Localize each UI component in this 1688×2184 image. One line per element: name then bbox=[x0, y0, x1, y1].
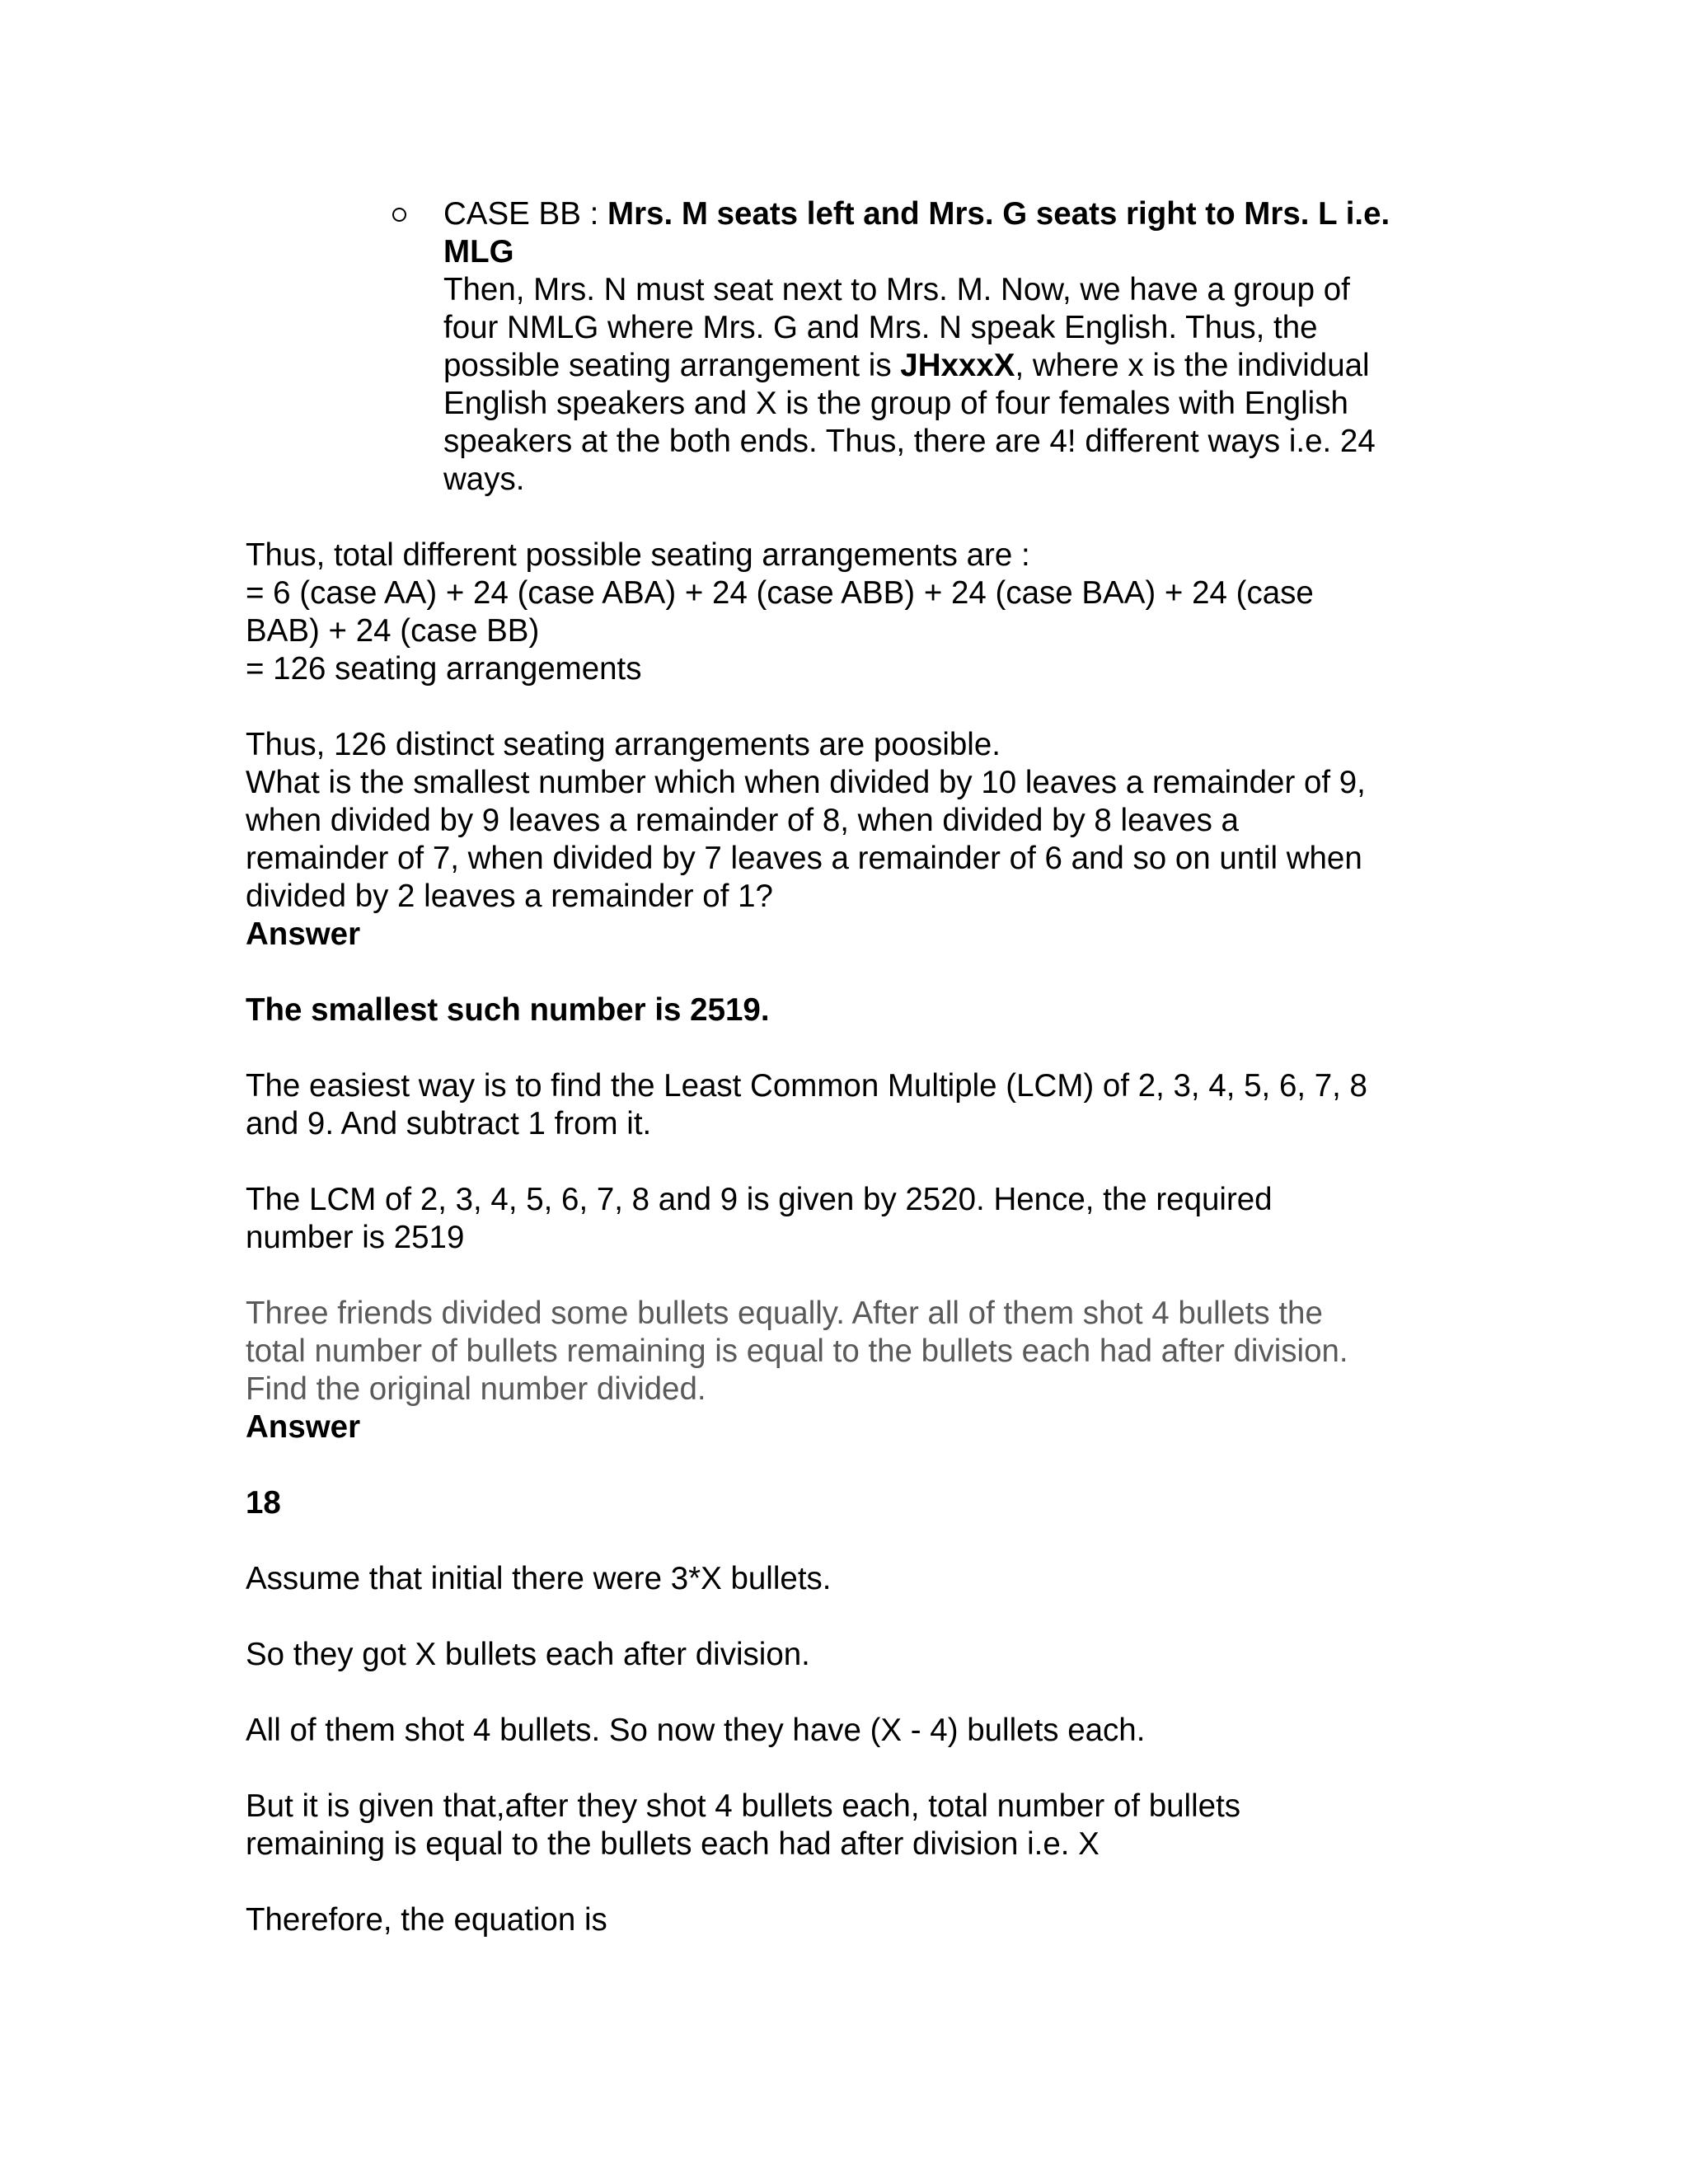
question-2-line-1: Three friends divided some bullets equally. After all of them shot 4 bullets the bbox=[246, 1296, 1323, 1331]
conclusion-text: Thus, 126 distinct seating arrangements are poosible. bbox=[246, 727, 1001, 762]
case-bb-body-4: English speakers and X is the group of four females with English bbox=[443, 386, 1348, 421]
case-bb-arrangement: JHxxxX bbox=[900, 348, 1015, 383]
question-1-answer-label: Answer bbox=[246, 916, 361, 952]
question-1-explain-1b: and 9. And subtract 1 from it. bbox=[246, 1106, 652, 1141]
question-2-step-4b: remaining is equal to the bullets each had after division i.e. X bbox=[246, 1826, 1100, 1862]
case-bb-body-3 bbox=[443, 347, 1370, 385]
question-2-answer: 18 bbox=[246, 1485, 281, 1521]
question-1-line-2: when divided by 9 leaves a remainder of 8, when divided by 8 leaves a bbox=[246, 803, 1239, 838]
question-1-line-1: What is the smallest number which when divided by 10 leaves a remainder of 9, bbox=[246, 765, 1366, 800]
case-bb-prefix: CASE BB : bbox=[443, 196, 607, 232]
question-1-line-3: remainder of 7, when divided by 7 leaves a remainder of 6 and so on until when bbox=[246, 841, 1362, 876]
question-1-explain-1a: The easiest way is to find the Least Common Multiple (LCM) of 2, 3, 4, 5, 6, 7, 8 bbox=[246, 1068, 1367, 1104]
case-bb-body-6: ways. bbox=[443, 462, 525, 497]
question-2-line-3: Find the original number divided. bbox=[246, 1371, 706, 1407]
question-1-answer: The smallest such number is 2519. bbox=[246, 992, 770, 1028]
question-2-step-2: So they got X bullets each after division. bbox=[246, 1637, 810, 1672]
case-bb-title bbox=[443, 195, 1390, 233]
case-bb-bold-2: MLG bbox=[443, 234, 514, 269]
question-1-line-4: divided by 2 leaves a remainder of 1? bbox=[246, 879, 773, 914]
total-line-3: BAB) + 24 (case BB) bbox=[246, 613, 540, 649]
question-2-step-3: All of them shot 4 bullets. So now they have (X - 4) bullets each. bbox=[246, 1713, 1146, 1748]
question-2-line-2: total number of bullets remaining is equal to the bullets each had after division. bbox=[246, 1333, 1348, 1369]
question-2-step-5: Therefore, the equation is bbox=[246, 1902, 607, 1938]
total-line-1: Thus, total different possible seating arrangements are : bbox=[246, 537, 1030, 573]
question-1-explain-2a: The LCM of 2, 3, 4, 5, 6, 7, 8 and 9 is given by 2520. Hence, the required bbox=[246, 1182, 1273, 1217]
case-bb-body-2: four NMLG where Mrs. G and Mrs. N speak English. Thus, the bbox=[443, 310, 1318, 345]
list-bullet-icon bbox=[392, 208, 406, 222]
total-line-2: = 6 (case AA) + 24 (case ABA) + 24 (case ABB) + 24 (case BAA) + 24 (case bbox=[246, 575, 1314, 611]
case-bb-body-5: speakers at the both ends. Thus, there are 4! different ways i.e. 24 bbox=[443, 424, 1376, 459]
case-bb-body-3-prefix: possible seating arrangement is bbox=[443, 348, 901, 383]
question-1-explain-2b: number is 2519 bbox=[246, 1220, 465, 1255]
question-2-answer-label: Answer bbox=[246, 1409, 361, 1445]
case-bb-body-1: Then, Mrs. N must seat next to Mrs. M. Now, we have a group of bbox=[443, 272, 1350, 307]
question-2-step-1: Assume that initial there were 3*X bullets. bbox=[246, 1561, 832, 1596]
total-line-4: = 126 seating arrangements bbox=[246, 651, 642, 687]
case-bb-bold-1: Mrs. M seats left and Mrs. G seats right to Mrs. L i.e. bbox=[607, 196, 1390, 232]
case-bb-body-3-suffix: , where x is the individual bbox=[1015, 348, 1370, 383]
question-2-step-4a: But it is given that,after they shot 4 bullets each, total number of bullets bbox=[246, 1788, 1241, 1824]
